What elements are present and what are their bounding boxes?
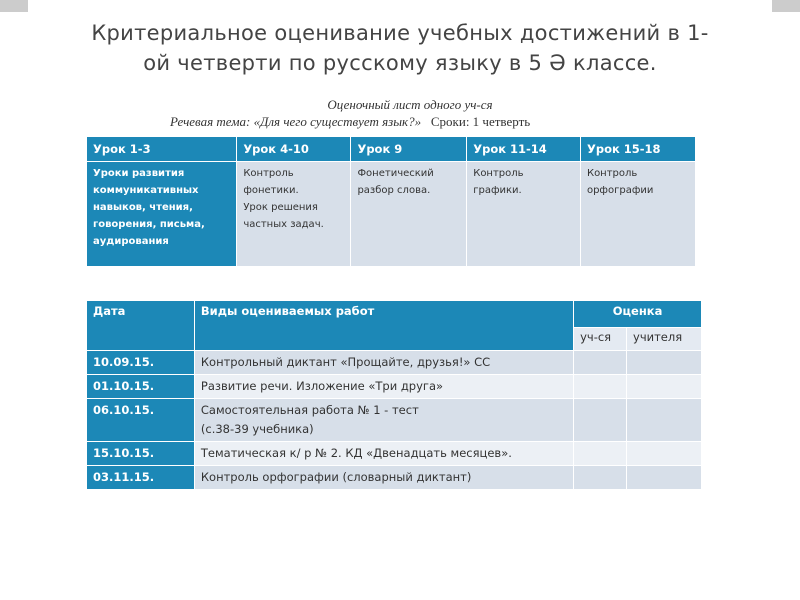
- cell-line: коммуникативных: [93, 185, 199, 196]
- cell-line: частных задач.: [243, 219, 324, 230]
- table-row: [87, 399, 702, 442]
- table-row: [87, 375, 702, 399]
- work-line: Самостоятельная работа № 1 - тест: [200, 403, 419, 417]
- table-row: [87, 351, 702, 375]
- decorative-bar-left: [0, 0, 28, 12]
- row-date: 15.10.15.: [87, 442, 195, 466]
- lessons-header-row: [87, 137, 696, 162]
- row-date: 01.10.15.: [87, 375, 195, 399]
- topic-line: [170, 113, 630, 130]
- slide-title: [0, 18, 800, 78]
- lessons-cell: [467, 162, 581, 267]
- row-date: 03.11.15.: [87, 466, 195, 490]
- cell-line: Контроль: [473, 168, 524, 179]
- cell-line: фонетики.: [243, 185, 299, 196]
- row-date: 06.10.15.: [87, 399, 195, 442]
- lessons-header-cell: Урок 9: [351, 137, 467, 162]
- cell-line: Контроль: [243, 168, 294, 179]
- work-line: Тематическая к/ р № 2. КД «Двенадцать месяцев».: [200, 446, 512, 460]
- row-work: [194, 442, 573, 466]
- cell-line: Уроки развития: [93, 168, 185, 179]
- teacher-score-cell[interactable]: [627, 442, 702, 466]
- lessons-header-cell: Урок 1-3: [87, 137, 237, 162]
- teacher-score-header: учителя: [627, 328, 702, 351]
- lessons-body-row: [87, 162, 696, 267]
- sheet-subheading: [170, 96, 630, 130]
- student-score-cell[interactable]: [574, 351, 627, 375]
- cell-line: говорения, письма,: [93, 219, 205, 230]
- table-row: [87, 466, 702, 490]
- student-score-header: уч-ся: [574, 328, 627, 351]
- lessons-table: [86, 136, 696, 267]
- row-work: [194, 375, 573, 399]
- cell-line: Фонетический: [357, 168, 434, 179]
- speech-topic: Речевая тема: «Для чего существует язык?»: [170, 114, 422, 129]
- student-score-cell[interactable]: [574, 442, 627, 466]
- teacher-score-cell[interactable]: [627, 351, 702, 375]
- title-line-2: ой четверти по русскому языку в 5 Ә классе.: [143, 51, 657, 75]
- decorative-bar-right: [772, 0, 800, 12]
- cell-line: аудирования: [93, 236, 169, 247]
- table-row: [87, 442, 702, 466]
- cell-line: графики.: [473, 185, 522, 196]
- cell-line: навыков, чтения,: [93, 202, 193, 213]
- works-header: Виды оцениваемых работ: [194, 301, 573, 351]
- lessons-header-cell: Урок 4-10: [237, 137, 351, 162]
- assessment-table: [86, 300, 702, 490]
- term: Сроки: 1 четверть: [430, 114, 531, 129]
- row-work: [194, 399, 573, 442]
- student-score-cell[interactable]: [574, 466, 627, 490]
- title-line-1: Критериальное оценивание учебных достижений в 1-: [91, 21, 709, 45]
- teacher-score-cell[interactable]: [627, 399, 702, 442]
- cell-line: разбор слова.: [357, 185, 431, 196]
- work-line: Контрольный диктант «Прощайте, друзья!» СС: [200, 355, 491, 369]
- lessons-cell: [87, 162, 237, 267]
- cell-line: Контроль: [586, 168, 638, 179]
- student-score-cell[interactable]: [574, 375, 627, 399]
- lessons-header-cell: Урок 11-14: [467, 137, 581, 162]
- sheet-caption: Оценочный лист одного уч-ся: [327, 97, 493, 112]
- teacher-score-cell[interactable]: [627, 375, 702, 399]
- student-score-cell[interactable]: [574, 399, 627, 442]
- date-header: Дата: [87, 301, 195, 351]
- row-date: 10.09.15.: [87, 351, 195, 375]
- cell-line: Урок решения: [243, 202, 318, 213]
- work-line: (с.38-39 учебника): [200, 422, 314, 436]
- score-header: Оценка: [574, 301, 702, 328]
- lessons-cell: [237, 162, 351, 267]
- work-line: Контроль орфографии (словарный диктант): [200, 470, 472, 484]
- assessment-header-row: [87, 301, 702, 328]
- lessons-cell: [351, 162, 467, 267]
- teacher-score-cell[interactable]: [627, 466, 702, 490]
- work-line: Развитие речи. Изложение «Три друга»: [200, 379, 444, 393]
- row-work: [194, 466, 573, 490]
- row-work: [194, 351, 573, 375]
- lessons-header-cell: Урок 15-18: [580, 137, 695, 162]
- lessons-cell: [580, 162, 695, 267]
- cell-line: орфографии: [586, 185, 654, 196]
